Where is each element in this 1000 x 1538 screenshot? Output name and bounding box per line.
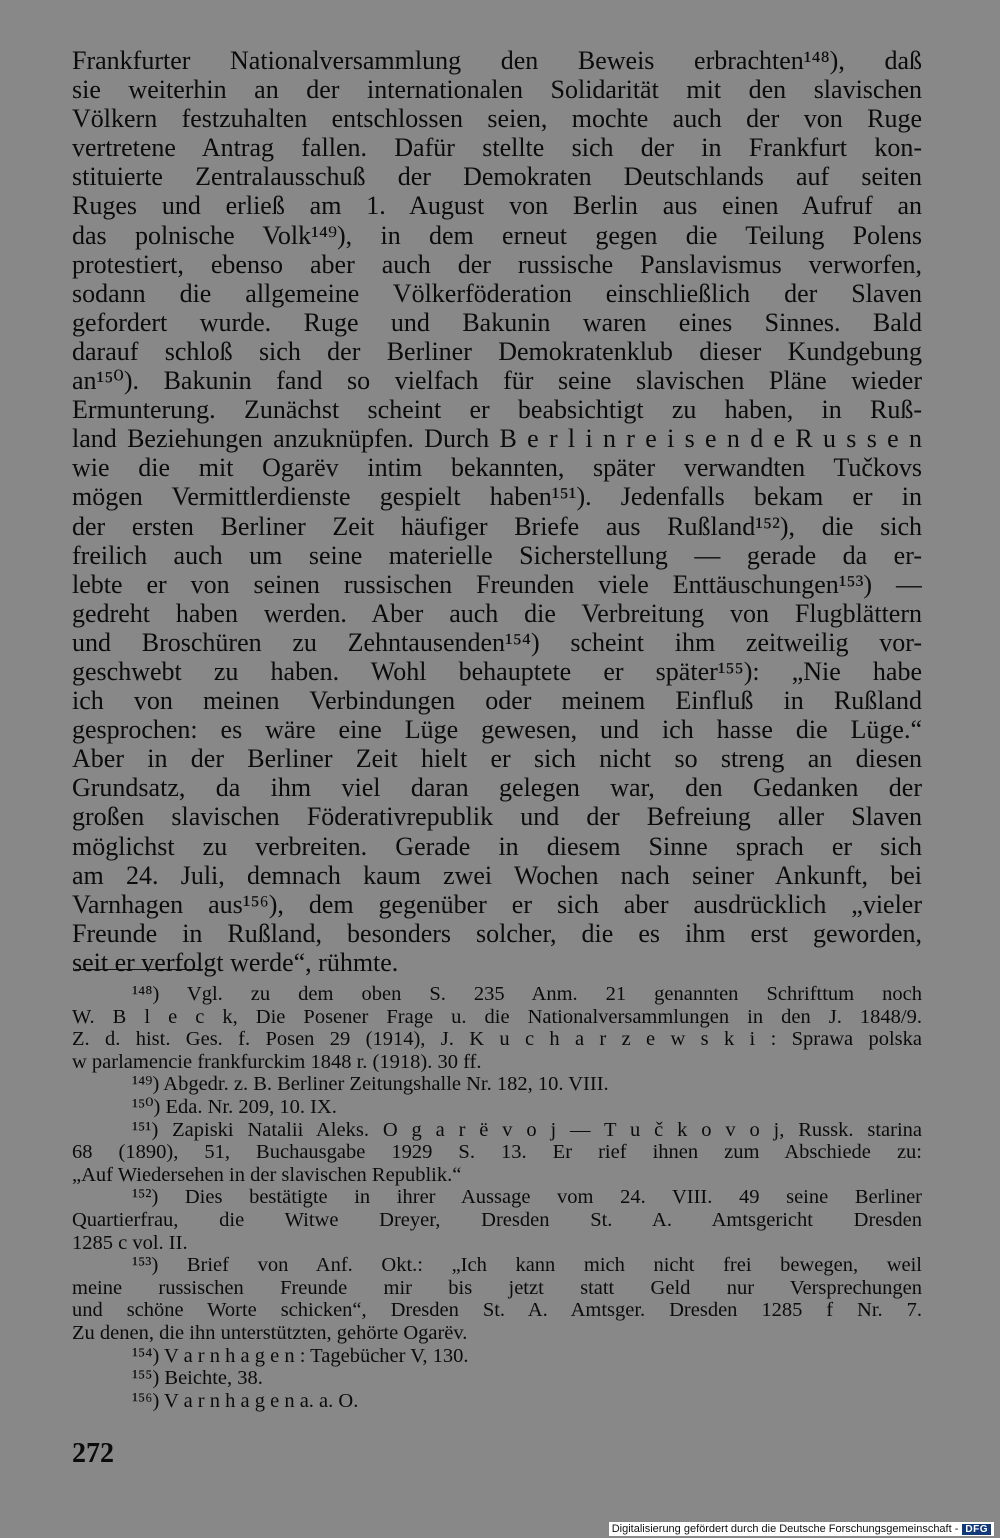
- footnote-line: Quartierfrau, die Witwe Dreyer, Dresden St. A. Amtsgericht Dresden: [72, 1208, 922, 1231]
- footnote-line: ¹⁵⁰) Eda. Nr. 209, 10. IX.: [132, 1095, 337, 1118]
- footnote-separator: [75, 969, 203, 970]
- body-text-line: protestiert, ebenso aber auch der russische Panslavismus verworfen,: [72, 249, 922, 279]
- body-text-line: gesprochen: es wäre eine Lüge gewesen, und ich hasse die Lüge.“: [72, 715, 922, 745]
- footnote-line: Z. d. hist. Ges. f. Posen 29 (1914), J. K u c h a r z e w s k i : Sprawa polska: [72, 1028, 922, 1051]
- credit-text: Digitalisierung gefördert durch die Deutsche Forschungsgemeinschaft -: [611, 1523, 959, 1535]
- footnote-line: 1285 c vol. II.: [72, 1231, 188, 1254]
- footnote-line: ¹⁵⁵) Beichte, 38.: [132, 1367, 263, 1390]
- body-text-line: gedreht haben werden. Aber auch die Verbreitung von Flugblättern: [72, 598, 922, 628]
- body-text-line: ich von meinen Verbindungen oder meinem Einfluß in Rußland: [72, 686, 922, 716]
- body-text-line: und Broschüren zu Zehntausenden¹⁵⁴) scheint ihm zeitweilig vor-: [72, 627, 922, 657]
- page-number: 272: [72, 1438, 114, 1469]
- body-text-line: sodann die allgemeine Völkerföderation einschließlich der Slaven: [72, 278, 922, 308]
- digitization-credit: [609, 1522, 994, 1536]
- body-text-line: an¹⁵⁰). Bakunin fand so vielfach für seine slavischen Pläne wieder: [72, 366, 922, 396]
- body-text-line: großen slavischen Föderativrepublik und der Befreiung aller Slaven: [72, 802, 922, 832]
- footnote-line: ¹⁵¹) Zapiski Natalii Aleks. O g a r ë v o j — T u č k o v o j, Russk. starina: [132, 1118, 922, 1141]
- body-text-line: darauf schloß sich der Berliner Demokratenklub dieser Kundgebung: [72, 336, 922, 366]
- footnote-line: Zu denen, die ihn unterstützten, gehörte Ogarëv.: [72, 1321, 468, 1344]
- footnote-line: ¹⁵⁴) V a r n h a g e n : Tagebücher V, 130.: [132, 1344, 469, 1367]
- body-text-line: mögen Vermittlerdienste gespielt haben¹⁵¹). Jedenfalls bekam er in: [72, 482, 922, 512]
- footnote-line: ¹⁵⁶) V a r n h a g e n a. a. O.: [132, 1389, 359, 1412]
- body-text-line: Völkern festzuhalten entschlossen seien, mochte auch der von Ruge: [72, 104, 922, 134]
- body-text-line: Varnhagen aus¹⁵⁶), dem gegenüber er sich aber ausdrücklich „vieler: [72, 889, 922, 919]
- body-text-line: am 24. Juli, demnach kaum zwei Wochen nach seiner Ankunft, bei: [72, 860, 922, 890]
- footnote-line: ¹⁴⁸) Vgl. zu dem oben S. 235 Anm. 21 genannten Schrifttum noch: [132, 983, 922, 1005]
- footnote-line: meine russischen Freunde mir bis jetzt statt Geld nur Versprechungen: [72, 1276, 922, 1299]
- footnote-line: „Auf Wiedersehen in der slavischen Republik.“: [72, 1163, 462, 1186]
- body-text-line: vertretene Antrag fallen. Dafür stellte sich der in Frankfurt kon-: [72, 133, 922, 163]
- footnote-line: ¹⁵³) Brief von Anf. Okt.: „Ich kann mich nicht frei bewegen, weil: [132, 1254, 922, 1277]
- body-text-line: Ermunterung. Zunächst scheint er beabsichtigt zu haben, in Ruß-: [72, 395, 922, 425]
- footnote-line: und schöne Worte schicken“, Dresden St. A. Amtsger. Dresden 1285 f Nr. 7.: [72, 1299, 922, 1322]
- footnote-line: ¹⁵²) Dies bestätigte in ihrer Aussage vom 24. VIII. 49 seine Berliner: [132, 1186, 922, 1209]
- body-text-line: möglichst zu verbreiten. Gerade in diesem Sinne sprach er sich: [72, 831, 922, 861]
- body-text-line: wie die mit Ogarëv intim bekannten, später verwandten Tučkovs: [72, 453, 922, 483]
- body-text-line: der ersten Berliner Zeit häufiger Briefe aus Rußland¹⁵²), die sich: [72, 511, 922, 541]
- body-text-line: das polnische Volk¹⁴⁹), in dem erneut gegen die Teilung Polens: [72, 220, 922, 250]
- footnote-line: w parlamencie frankfurckim 1848 r. (1918). 30 ff.: [72, 1050, 482, 1073]
- footnote-line: ¹⁴⁹) Abgedr. z. B. Berliner Zeitungshalle Nr. 182, 10. VIII.: [132, 1073, 609, 1096]
- body-text-line: stituierte Zentralausschuß der Demokraten Deutschlands auf seiten: [72, 162, 922, 192]
- body-text-line: lebte er von seinen russischen Freunden viele Enttäuschungen¹⁵³) —: [72, 569, 922, 599]
- main-text-block: [72, 46, 922, 977]
- footnotes-block: [72, 983, 922, 1412]
- body-text-line: sie weiterhin an der internationalen Solidarität mit den slavischen: [72, 75, 922, 105]
- body-text-line: land Beziehungen anzuknüpfen. Durch B e r l i n r e i s e n d e R u s s e n: [72, 424, 922, 454]
- body-text-line: gefordert wurde. Ruge und Bakunin waren eines Sinnes. Bald: [72, 307, 922, 337]
- dfg-logo-icon: DFG: [962, 1524, 991, 1535]
- body-text-line: Aber in der Berliner Zeit hielt er sich nicht so streng an diesen: [72, 744, 922, 774]
- body-text-line: seit er verfolgt werde“, rühmte.: [72, 947, 399, 977]
- footnote-line: W. B l e c k, Die Posener Frage u. die Nationalversammlungen in den J. 1848/9.: [72, 1005, 922, 1028]
- body-text-line: Freunde in Rußland, besonders solcher, die es ihm erst geworden,: [72, 918, 922, 948]
- body-text-line: Grundsatz, da ihm viel daran gelegen war, den Gedanken der: [72, 773, 922, 803]
- body-text-line: geschwebt zu haben. Wohl behauptete er später¹⁵⁵): „Nie habe: [72, 656, 922, 686]
- body-text-line: Frankfurter Nationalversammlung den Beweis erbrachten¹⁴⁸), daß: [72, 46, 922, 75]
- body-text-line: Ruges und erließ am 1. August von Berlin aus einen Aufruf an: [72, 191, 922, 221]
- body-text-line: freilich auch um seine materielle Sicherstellung — gerade da er-: [72, 540, 922, 570]
- footnote-line: 68 (1890), 51, Buchausgabe 1929 S. 13. Er rief ihnen zum Abschiede zu:: [72, 1141, 922, 1164]
